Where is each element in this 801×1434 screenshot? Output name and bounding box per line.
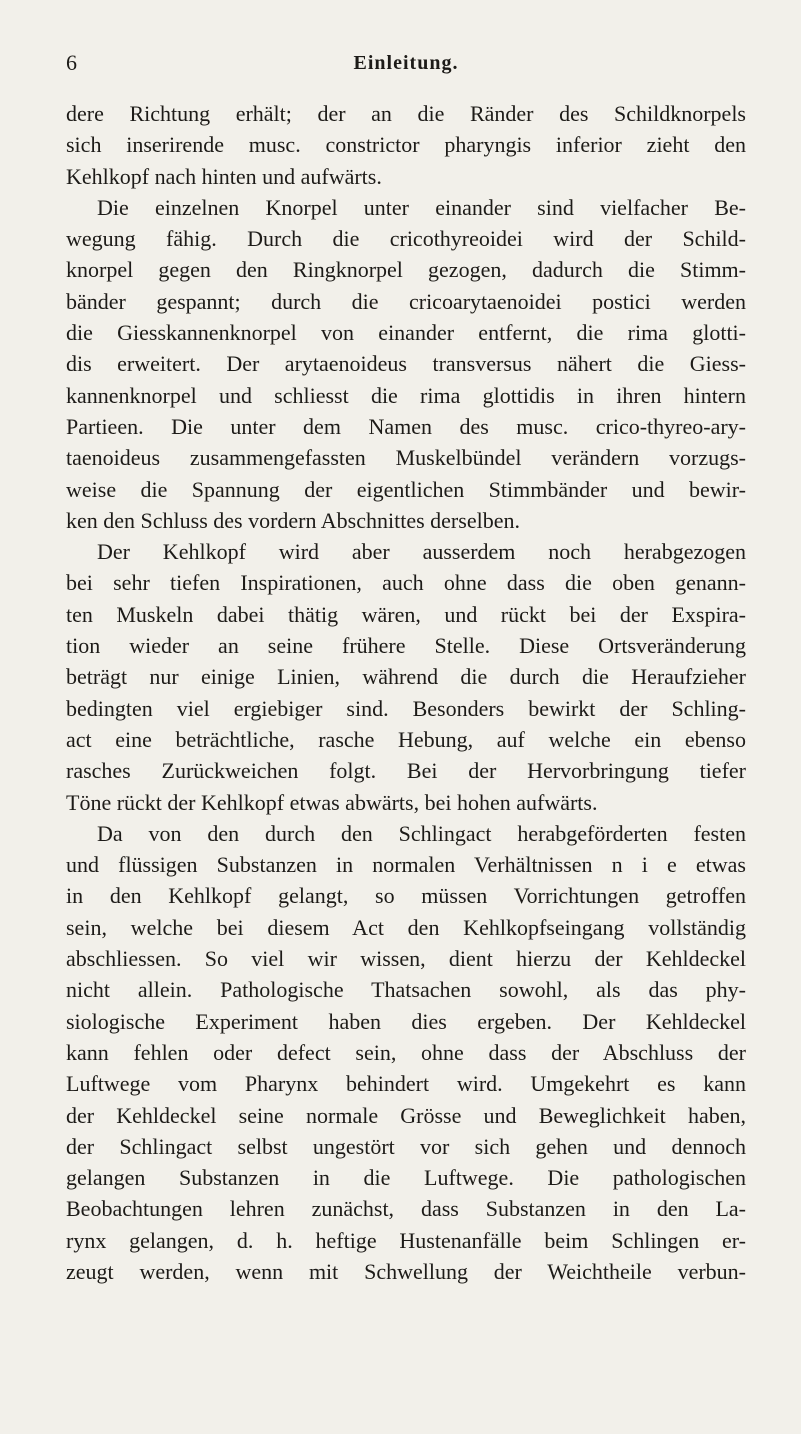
body-text — [66, 98, 746, 1287]
text-line: Da von den durch den Schlingact herabgeförderten festen — [97, 820, 746, 846]
text-line: Die einzelnen Knorpel unter einander sind vielfacher Be- — [97, 194, 746, 220]
text-line: kann fehlen oder defect sein, ohne dass der Abschluss der — [66, 1039, 746, 1065]
text-line: dis erweitert. Der arytaenoideus transversus nähert die Giess- — [66, 351, 746, 377]
text-line: Beobachtungen lehren zunächst, dass Substanzen in den La- — [66, 1196, 746, 1222]
text-line: bei sehr tiefen Inspirationen, auch ohne dass die oben genann- — [66, 570, 746, 596]
text-line: Töne rückt der Kehlkopf etwas abwärts, bei hohen aufwärts. — [66, 789, 598, 815]
page-number: 6 — [66, 50, 77, 75]
text-line: ken den Schluss des vordern Abschnittes derselben. — [66, 507, 520, 533]
text-line: wegung fähig. Durch die cricothyreoidei wird der Schild- — [66, 226, 746, 252]
text-line: zeugt werden, wenn mit Schwellung der Weichtheile verbun- — [66, 1258, 746, 1284]
text-line: siologische Experiment haben dies ergeben. Der Kehldeckel — [66, 1008, 746, 1034]
text-line: Der Kehlkopf wird aber ausserdem noch herabgezogen — [97, 539, 746, 565]
text-line: rasches Zurückweichen folgt. Bei der Hervorbringung tiefer — [66, 758, 746, 784]
text-line: in den Kehlkopf gelangt, so müssen Vorrichtungen getroffen — [66, 883, 746, 909]
text-line: und flüssigen Substanzen in normalen Verhältnissen n i e etwas — [66, 852, 746, 878]
text-line: bedingten viel ergiebiger sind. Besonders bewirkt der Schling- — [66, 695, 746, 721]
text-line: nicht allein. Pathologische Thatsachen sowohl, als das phy- — [66, 977, 746, 1003]
text-line: kannenknorpel und schliesst die rima glottidis in ihren hintern — [66, 382, 746, 408]
text-line: beträgt nur einige Linien, während die durch die Heraufzieher — [66, 664, 746, 690]
text-line: der Kehldeckel seine normale Grösse und Beweglichkeit haben, — [66, 1102, 746, 1128]
text-line: die Giesskannenknorpel von einander entfernt, die rima glotti- — [66, 320, 746, 346]
text-line: knorpel gegen den Ringknorpel gezogen, dadurch die Stimm- — [66, 257, 746, 283]
text-line: Partieen. Die unter dem Namen des musc. crico-thyreo-ary- — [66, 413, 746, 439]
text-line: rynx gelangen, d. h. heftige Hustenanfälle beim Schlingen er- — [66, 1227, 746, 1253]
running-head — [66, 48, 746, 78]
text-line: weise die Spannung der eigentlichen Stimmbänder und bewir- — [66, 476, 746, 502]
text-line: sein, welche bei diesem Act den Kehlkopfseingang vollständig — [66, 914, 746, 940]
text-line: Luftwege vom Pharynx behindert wird. Umgekehrt es kann — [66, 1071, 746, 1097]
text-line: taenoideus zusammengefassten Muskelbündel verändern vorzugs- — [66, 445, 746, 471]
text-line: act eine beträchtliche, rasche Hebung, auf welche ein ebenso — [66, 726, 746, 752]
running-head-title: Einleitung. — [353, 52, 459, 74]
text-line: sich inserirende musc. constrictor pharyngis inferior zieht den — [66, 132, 746, 158]
text-line: tion wieder an seine frühere Stelle. Diese Ortsveränderung — [66, 633, 746, 659]
text-line: der Schlingact selbst ungestört vor sich gehen und dennoch — [66, 1133, 746, 1159]
text-line: Kehlkopf nach hinten und aufwärts. — [66, 163, 382, 189]
text-line: dere Richtung erhält; der an die Ränder des Schildknorpels — [66, 101, 746, 126]
text-line: abschliessen. So viel wir wissen, dient hierzu der Kehldeckel — [66, 946, 746, 972]
text-line: bänder gespannt; durch die cricoarytaenoidei postici werden — [66, 288, 746, 314]
text-line: gelangen Substanzen in die Luftwege. Die pathologischen — [66, 1165, 746, 1191]
text-line: ten Muskeln dabei thätig wären, und rückt bei der Exspira- — [66, 601, 746, 627]
